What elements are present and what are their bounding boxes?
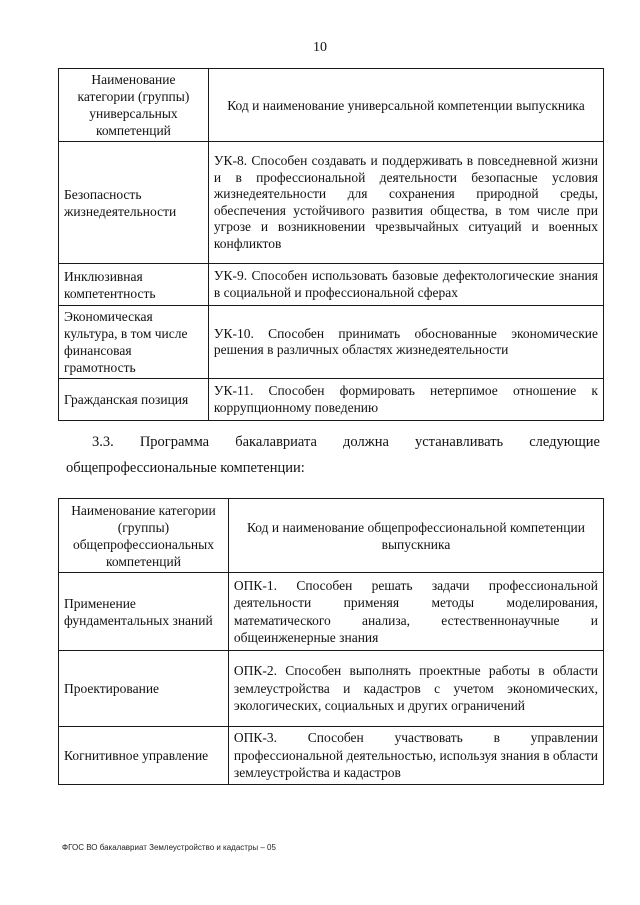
page-number: 10	[313, 40, 327, 55]
row-category: Применение фундаментальных знаний	[59, 573, 229, 651]
table-row	[59, 142, 604, 264]
paragraph-continuation: общепрофессиональные компетенции:	[66, 460, 305, 476]
table-row	[59, 651, 604, 727]
row-description: ОПК-3. Способен участвовать в управлении профессиональной деятельностью, используя знания в области землеустройства и кадастров	[228, 727, 603, 785]
row-category: Безопасность жизнедеятельности	[59, 142, 209, 264]
table-row	[59, 573, 604, 651]
paragraph-word: бакалавриата	[235, 434, 317, 450]
paragraph-word: устанавливать	[415, 434, 504, 450]
row-category: Экономическая культура, в том числе финансовая грамотность	[59, 306, 209, 379]
table-row	[59, 264, 604, 306]
row-description: УК-8. Способен создавать и поддерживать в повседневной жизни и в профессиональной деятельности безопасные условия жизнедеятельности для сохранения природной среды, обеспечения устойчивого развития общества, в том числе при угрозе и возникновении чрезвычайных ситуаций и военных конфликтов	[208, 142, 603, 264]
paragraph-word: Программа	[139, 434, 210, 450]
row-category: Когнитивное управление	[59, 727, 229, 785]
general-professional-competencies-table	[58, 498, 604, 785]
row-description: УК-10. Способен принимать обоснованные экономические решения в различных областях жизнедеятельности	[208, 306, 603, 379]
paragraph-word: должна	[343, 434, 389, 450]
table-header-row	[59, 69, 604, 142]
row-description: ОПК-1. Способен решать задачи профессиональной деятельности применяя методы моделирования, математического анализа, естественнонаучные и общеинженерные знания	[228, 573, 603, 651]
row-description: УК-9. Способен использовать базовые дефектологические знания в социальной и профессиональной сферах	[208, 264, 603, 306]
paragraph-word: следующие	[529, 434, 600, 450]
row-category: Гражданская позиция	[59, 379, 209, 421]
table-row	[59, 306, 604, 379]
header-category: Наименование категории (группы) универсальных компетенций	[59, 69, 209, 142]
footer-text: ФГОС ВО бакалавриат Землеустройство и кадастры – 05	[62, 843, 276, 852]
row-category: Проектирование	[59, 651, 229, 727]
header-category: Наименование категории (группы) общепрофессиональных компетенций	[59, 499, 229, 573]
table-header-row	[59, 499, 604, 573]
table-row	[59, 727, 604, 785]
universal-competencies-table	[58, 68, 604, 421]
row-category: Инклюзивная компетентность	[59, 264, 209, 306]
row-description: ОПК-2. Способен выполнять проектные работы в области землеустройства и кадастров с учетом экономических, экологических, социальных и других ограничений	[228, 651, 603, 727]
section-paragraph	[66, 429, 600, 481]
row-description: УК-11. Способен формировать нетерпимое отношение к коррупционному поведению	[208, 379, 603, 421]
table-row	[59, 379, 604, 421]
header-code: Код и наименование общепрофессиональной компетенции выпускника	[228, 499, 603, 573]
paragraph-number: 3.3.	[92, 434, 114, 450]
header-code: Код и наименование универсальной компетенции выпускника	[208, 69, 603, 142]
